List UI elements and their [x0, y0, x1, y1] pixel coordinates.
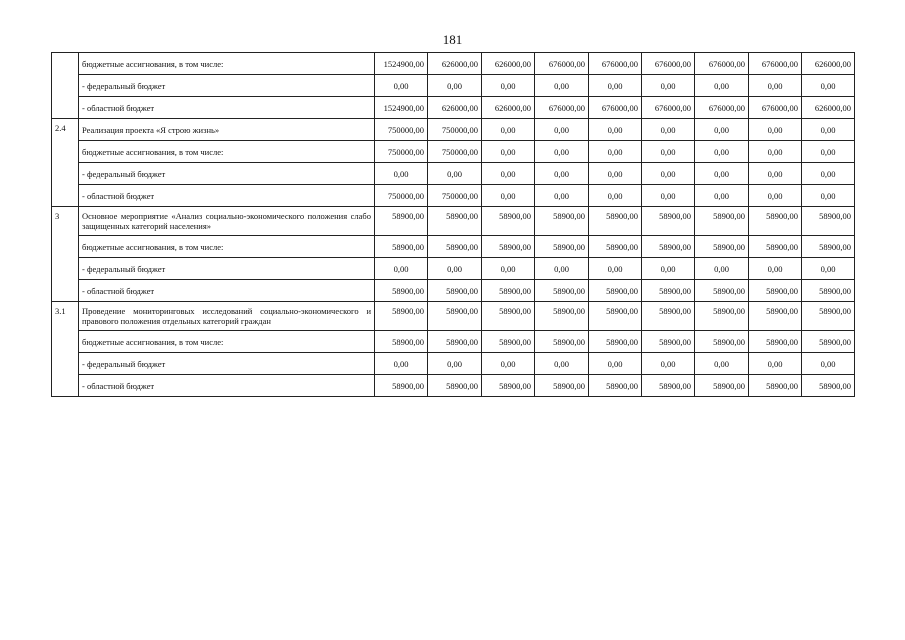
value-cell: 676000,00 — [695, 53, 749, 75]
value-cell: 58900,00 — [589, 331, 642, 353]
value-cell: 58900,00 — [535, 375, 589, 397]
value-cell: 58900,00 — [695, 375, 749, 397]
value-cell: 58900,00 — [375, 302, 428, 331]
value-cell: 58900,00 — [695, 207, 749, 236]
value-cell: 58900,00 — [642, 236, 695, 258]
value-cell: 0,00 — [695, 75, 749, 97]
table-row — [52, 331, 855, 353]
row-name-cell: - федеральный бюджет — [79, 258, 375, 280]
table-row — [52, 141, 855, 163]
value-cell: 58900,00 — [589, 236, 642, 258]
table-row — [52, 353, 855, 375]
value-cell: 0,00 — [428, 75, 482, 97]
value-cell: 0,00 — [535, 141, 589, 163]
value-cell: 750000,00 — [375, 185, 428, 207]
value-cell: 0,00 — [749, 185, 802, 207]
value-cell: 0,00 — [482, 353, 535, 375]
value-cell: 58900,00 — [642, 331, 695, 353]
value-cell: 58900,00 — [482, 236, 535, 258]
value-cell: 58900,00 — [535, 236, 589, 258]
row-name-cell: - областной бюджет — [79, 280, 375, 302]
value-cell: 676000,00 — [695, 97, 749, 119]
row-name-cell: - федеральный бюджет — [79, 75, 375, 97]
value-cell: 58900,00 — [749, 236, 802, 258]
value-cell: 58900,00 — [428, 236, 482, 258]
value-cell: 0,00 — [482, 185, 535, 207]
value-cell: 0,00 — [802, 119, 855, 141]
value-cell: 750000,00 — [375, 119, 428, 141]
row-name-cell: бюджетные ассигнования, в том числе: — [79, 236, 375, 258]
value-cell: 0,00 — [428, 258, 482, 280]
value-cell: 58900,00 — [428, 375, 482, 397]
value-cell: 676000,00 — [589, 97, 642, 119]
value-cell: 0,00 — [482, 141, 535, 163]
value-cell: 58900,00 — [589, 280, 642, 302]
value-cell: 58900,00 — [589, 302, 642, 331]
value-cell: 0,00 — [802, 75, 855, 97]
value-cell: 0,00 — [802, 141, 855, 163]
table-row — [52, 185, 855, 207]
value-cell: 676000,00 — [749, 97, 802, 119]
value-cell: 0,00 — [589, 141, 642, 163]
value-cell: 0,00 — [589, 353, 642, 375]
value-cell: 0,00 — [589, 185, 642, 207]
value-cell: 58900,00 — [482, 375, 535, 397]
value-cell: 58900,00 — [749, 207, 802, 236]
value-cell: 0,00 — [802, 185, 855, 207]
value-cell: 676000,00 — [589, 53, 642, 75]
value-cell: 0,00 — [642, 141, 695, 163]
value-cell: 58900,00 — [589, 207, 642, 236]
value-cell: 676000,00 — [642, 53, 695, 75]
value-cell: 676000,00 — [535, 97, 589, 119]
value-cell: 58900,00 — [642, 280, 695, 302]
value-cell: 58900,00 — [375, 236, 428, 258]
value-cell: 58900,00 — [482, 207, 535, 236]
value-cell: 0,00 — [589, 258, 642, 280]
value-cell: 0,00 — [589, 163, 642, 185]
value-cell: 0,00 — [642, 258, 695, 280]
value-cell: 58900,00 — [802, 331, 855, 353]
row-name-cell: - федеральный бюджет — [79, 353, 375, 375]
value-cell: 58900,00 — [802, 207, 855, 236]
value-cell: 58900,00 — [749, 375, 802, 397]
value-cell: 626000,00 — [802, 97, 855, 119]
value-cell: 0,00 — [535, 258, 589, 280]
row-name-cell: бюджетные ассигнования, в том числе: — [79, 141, 375, 163]
value-cell: 58900,00 — [375, 375, 428, 397]
value-cell: 1524900,00 — [375, 97, 428, 119]
value-cell: 58900,00 — [695, 302, 749, 331]
value-cell: 58900,00 — [428, 207, 482, 236]
value-cell: 0,00 — [589, 75, 642, 97]
value-cell: 0,00 — [642, 75, 695, 97]
value-cell: 58900,00 — [642, 375, 695, 397]
row-name-cell: Реализация проекта «Я строю жизнь» — [79, 119, 375, 141]
table-row — [52, 258, 855, 280]
value-cell: 0,00 — [695, 185, 749, 207]
budget-table — [51, 52, 855, 397]
value-cell: 58900,00 — [695, 331, 749, 353]
value-cell: 58900,00 — [802, 375, 855, 397]
value-cell: 676000,00 — [642, 97, 695, 119]
value-cell: 0,00 — [749, 119, 802, 141]
row-name-cell: бюджетные ассигнования, в том числе: — [79, 331, 375, 353]
value-cell: 58900,00 — [535, 302, 589, 331]
value-cell: 0,00 — [535, 75, 589, 97]
value-cell: 0,00 — [749, 163, 802, 185]
value-cell: 0,00 — [642, 353, 695, 375]
table-body — [52, 53, 855, 397]
value-cell: 0,00 — [802, 163, 855, 185]
row-name-cell: - областной бюджет — [79, 97, 375, 119]
value-cell: 58900,00 — [802, 236, 855, 258]
row-name-cell: Основное мероприятие «Анализ социально-экономического положения слабо защищенных категорий населения» — [79, 207, 375, 236]
value-cell: 58900,00 — [749, 331, 802, 353]
value-cell: 58900,00 — [535, 331, 589, 353]
table-row — [52, 375, 855, 397]
value-cell: 0,00 — [428, 163, 482, 185]
item-number-cell: 2.4 — [52, 119, 79, 207]
value-cell: 0,00 — [642, 119, 695, 141]
value-cell: 58900,00 — [482, 302, 535, 331]
value-cell: 58900,00 — [482, 331, 535, 353]
value-cell: 750000,00 — [375, 141, 428, 163]
value-cell: 0,00 — [482, 75, 535, 97]
value-cell: 626000,00 — [482, 97, 535, 119]
row-name-cell: бюджетные ассигнования, в том числе: — [79, 53, 375, 75]
value-cell: 0,00 — [535, 185, 589, 207]
row-name-cell: - федеральный бюджет — [79, 163, 375, 185]
value-cell: 58900,00 — [375, 331, 428, 353]
table-row — [52, 207, 855, 236]
value-cell: 0,00 — [375, 163, 428, 185]
value-cell: 0,00 — [695, 163, 749, 185]
value-cell: 0,00 — [695, 119, 749, 141]
value-cell: 58900,00 — [375, 207, 428, 236]
row-name-cell: - областной бюджет — [79, 375, 375, 397]
page-number: 181 — [442, 32, 463, 47]
item-number-cell — [52, 53, 79, 119]
value-cell: 0,00 — [802, 258, 855, 280]
value-cell: 58900,00 — [428, 280, 482, 302]
row-name-cell: Проведение мониторинговых исследований социально-экономического и правового положения отдельных категорий граждан — [79, 302, 375, 331]
table-row — [52, 75, 855, 97]
value-cell: 0,00 — [375, 75, 428, 97]
value-cell: 676000,00 — [749, 53, 802, 75]
value-cell: 0,00 — [428, 353, 482, 375]
value-cell: 750000,00 — [428, 141, 482, 163]
value-cell: 0,00 — [802, 353, 855, 375]
value-cell: 0,00 — [695, 353, 749, 375]
value-cell: 750000,00 — [428, 185, 482, 207]
value-cell: 0,00 — [749, 141, 802, 163]
value-cell: 58900,00 — [535, 280, 589, 302]
item-number-cell: 3.1 — [52, 302, 79, 397]
value-cell: 58900,00 — [589, 375, 642, 397]
value-cell: 0,00 — [749, 353, 802, 375]
value-cell: 58900,00 — [482, 280, 535, 302]
table-row — [52, 119, 855, 141]
value-cell: 0,00 — [535, 353, 589, 375]
value-cell: 58900,00 — [535, 207, 589, 236]
table-row — [52, 97, 855, 119]
value-cell: 0,00 — [589, 119, 642, 141]
value-cell: 58900,00 — [375, 280, 428, 302]
value-cell: 0,00 — [642, 185, 695, 207]
value-cell: 58900,00 — [802, 280, 855, 302]
value-cell: 58900,00 — [749, 280, 802, 302]
value-cell: 0,00 — [482, 163, 535, 185]
value-cell: 0,00 — [695, 141, 749, 163]
value-cell: 58900,00 — [428, 302, 482, 331]
table-row — [52, 163, 855, 185]
value-cell: 0,00 — [535, 163, 589, 185]
value-cell: 58900,00 — [642, 207, 695, 236]
value-cell: 0,00 — [535, 119, 589, 141]
value-cell: 0,00 — [482, 258, 535, 280]
value-cell: 58900,00 — [749, 302, 802, 331]
value-cell: 750000,00 — [428, 119, 482, 141]
value-cell: 676000,00 — [535, 53, 589, 75]
table-row — [52, 53, 855, 75]
value-cell: 0,00 — [642, 163, 695, 185]
table-row — [52, 236, 855, 258]
value-cell: 0,00 — [695, 258, 749, 280]
item-number-cell: 3 — [52, 207, 79, 302]
value-cell: 58900,00 — [642, 302, 695, 331]
value-cell: 0,00 — [749, 75, 802, 97]
value-cell: 58900,00 — [695, 236, 749, 258]
value-cell: 626000,00 — [428, 97, 482, 119]
value-cell: 0,00 — [375, 258, 428, 280]
value-cell: 58900,00 — [802, 302, 855, 331]
value-cell: 0,00 — [482, 119, 535, 141]
value-cell: 626000,00 — [428, 53, 482, 75]
value-cell: 58900,00 — [695, 280, 749, 302]
value-cell: 626000,00 — [482, 53, 535, 75]
table-row — [52, 280, 855, 302]
value-cell: 58900,00 — [428, 331, 482, 353]
table-row — [52, 302, 855, 331]
value-cell: 0,00 — [375, 353, 428, 375]
value-cell: 626000,00 — [802, 53, 855, 75]
value-cell: 0,00 — [749, 258, 802, 280]
value-cell: 1524900,00 — [375, 53, 428, 75]
row-name-cell: - областной бюджет — [79, 185, 375, 207]
